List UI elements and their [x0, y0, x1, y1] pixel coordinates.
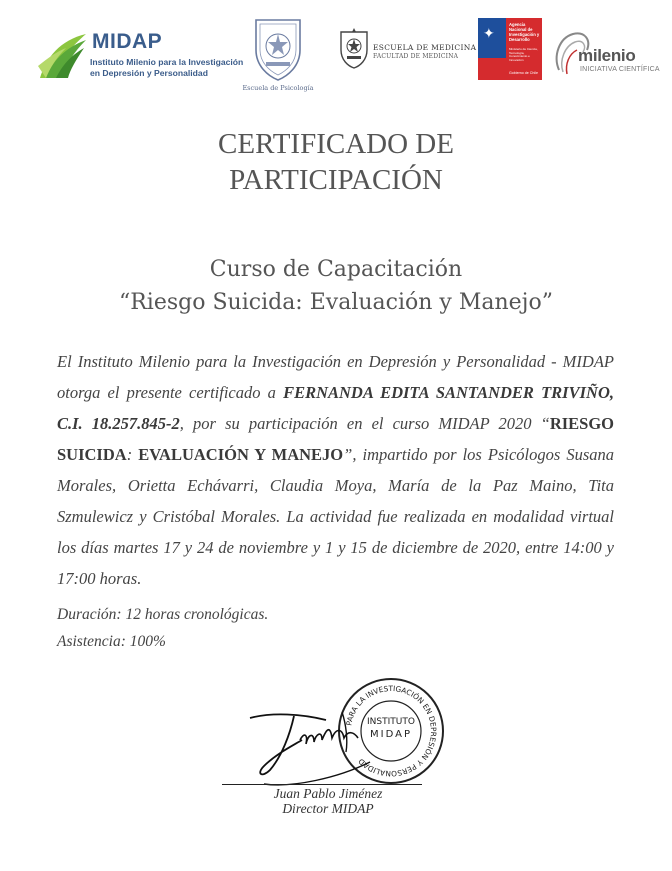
medicina-subtitle: FACULTAD DE MEDICINA [373, 53, 459, 60]
course-name-part1: RIESGO SUICIDA [57, 414, 614, 464]
recipient-name: FERNANDA EDITA SANTANDER TRIVIÑO, [283, 383, 614, 402]
title-line1: CERTIFICADO DE [218, 128, 454, 160]
milenio-logo [553, 30, 660, 80]
medicina-title: ESCUELA DE MEDICINA [373, 43, 477, 52]
anid-government: Gobierno de Chile [509, 71, 538, 75]
stamp-center-line2: MIDAP [370, 729, 412, 740]
chile-coat-of-arms-icon: ✦ [483, 26, 495, 42]
midap-subtitle-line2: en Depresión y Personalidad [90, 68, 208, 78]
body-details: ”, impartido por los Psicólogos Susana Morales, Orietta Echávarri, Claudia Moya, María de la Paz Maino, Tita Szmulewicz y Cristóbal Morales. La actividad fue realizada en modalidad virtual los días martes 17 y 24 de noviembre y 1 y 15 de diciembre de 2020, entre 14:00 y 17:00 horas. [57, 445, 614, 588]
signature-line [222, 784, 422, 785]
anid-ministry: Ministerio de Ciencia, Tecnología, Conocimiento e Innovación [509, 47, 538, 62]
title-line2: PARTICIPACIÓN [229, 164, 443, 196]
escuela-medicina-logo [338, 26, 477, 70]
psicologia-caption: Escuela de Psicología [242, 84, 314, 92]
milenio-name: milenio [578, 46, 636, 65]
signatory-block [0, 786, 656, 816]
medicine-crest-icon [338, 26, 370, 70]
anid-agency-name: Agencia Nacional de Investigación y Desarrollo [509, 22, 540, 42]
midap-name: MIDAP [92, 30, 163, 53]
recipient-id: C.I. 18.257.845-2 [57, 414, 180, 433]
handwritten-signature [242, 704, 392, 794]
duration-text: Duración: 12 horas cronológicas. [57, 606, 269, 623]
course-details [57, 601, 268, 655]
logo-bar [0, 0, 672, 100]
course-name-part2: EVALUACIÓN Y MANEJO [138, 445, 344, 464]
escuela-psicologia-logo [238, 16, 318, 94]
signatory-name: Juan Pablo Jiménez [273, 786, 383, 801]
midap-logo [36, 28, 246, 84]
midap-subtitle-line1: Instituto Milenio para la Investigación [90, 57, 244, 67]
course-line2: “Riesgo Suicida: Evaluación y Manejo” [119, 290, 553, 315]
university-seal-icon [252, 16, 304, 82]
anid-logo [478, 18, 542, 80]
certificate-body: El Instituto Milenio para la Investigación en Depresión y Personalidad - MIDAP otorga el presente certificado a FERNANDA EDITA SANTANDER TRIVIÑO, C.I. 18.257.845-2, por su participación en el curso MIDAP 2020 “RIESGO SUICIDA: EVALUACIÓN Y MANEJO”, impartido por los Psicólogos Susana Morales, Orietta Echávarri, Claudia Moya, María de la Paz Maino, Tita Szmulewicz y Cristóbal Morales. La actividad fue realizada en modalidad virtual los días martes 17 y 24 de noviembre y 1 y 15 de diciembre de 2020, entre 14:00 y 17:00 horas. [57, 352, 614, 588]
body-intro: El Instituto Milenio para la Investigación en Depresión y Personalidad - MIDAP otorga el presente certificado a [57, 352, 614, 402]
stamp-ring-text: PARA LA INVESTIGACIÓN EN DEPRESIÓN Y PERSONALIDAD [344, 683, 439, 779]
stamp-center-line1: INSTITUTO [367, 717, 415, 727]
course-line1: Curso de Capacitación [209, 257, 463, 282]
attendance-text: Asistencia: 100% [57, 633, 166, 650]
milenio-subtitle: INICIATIVA CIENTÍFICA [580, 66, 660, 73]
certificate-title [0, 126, 672, 198]
signatory-role: Director MIDAP [282, 801, 374, 816]
body-participation: , por su participación en el curso MIDAP 2020 “ [179, 414, 550, 433]
midap-leaf-icon [36, 28, 92, 84]
course-title [0, 253, 672, 319]
